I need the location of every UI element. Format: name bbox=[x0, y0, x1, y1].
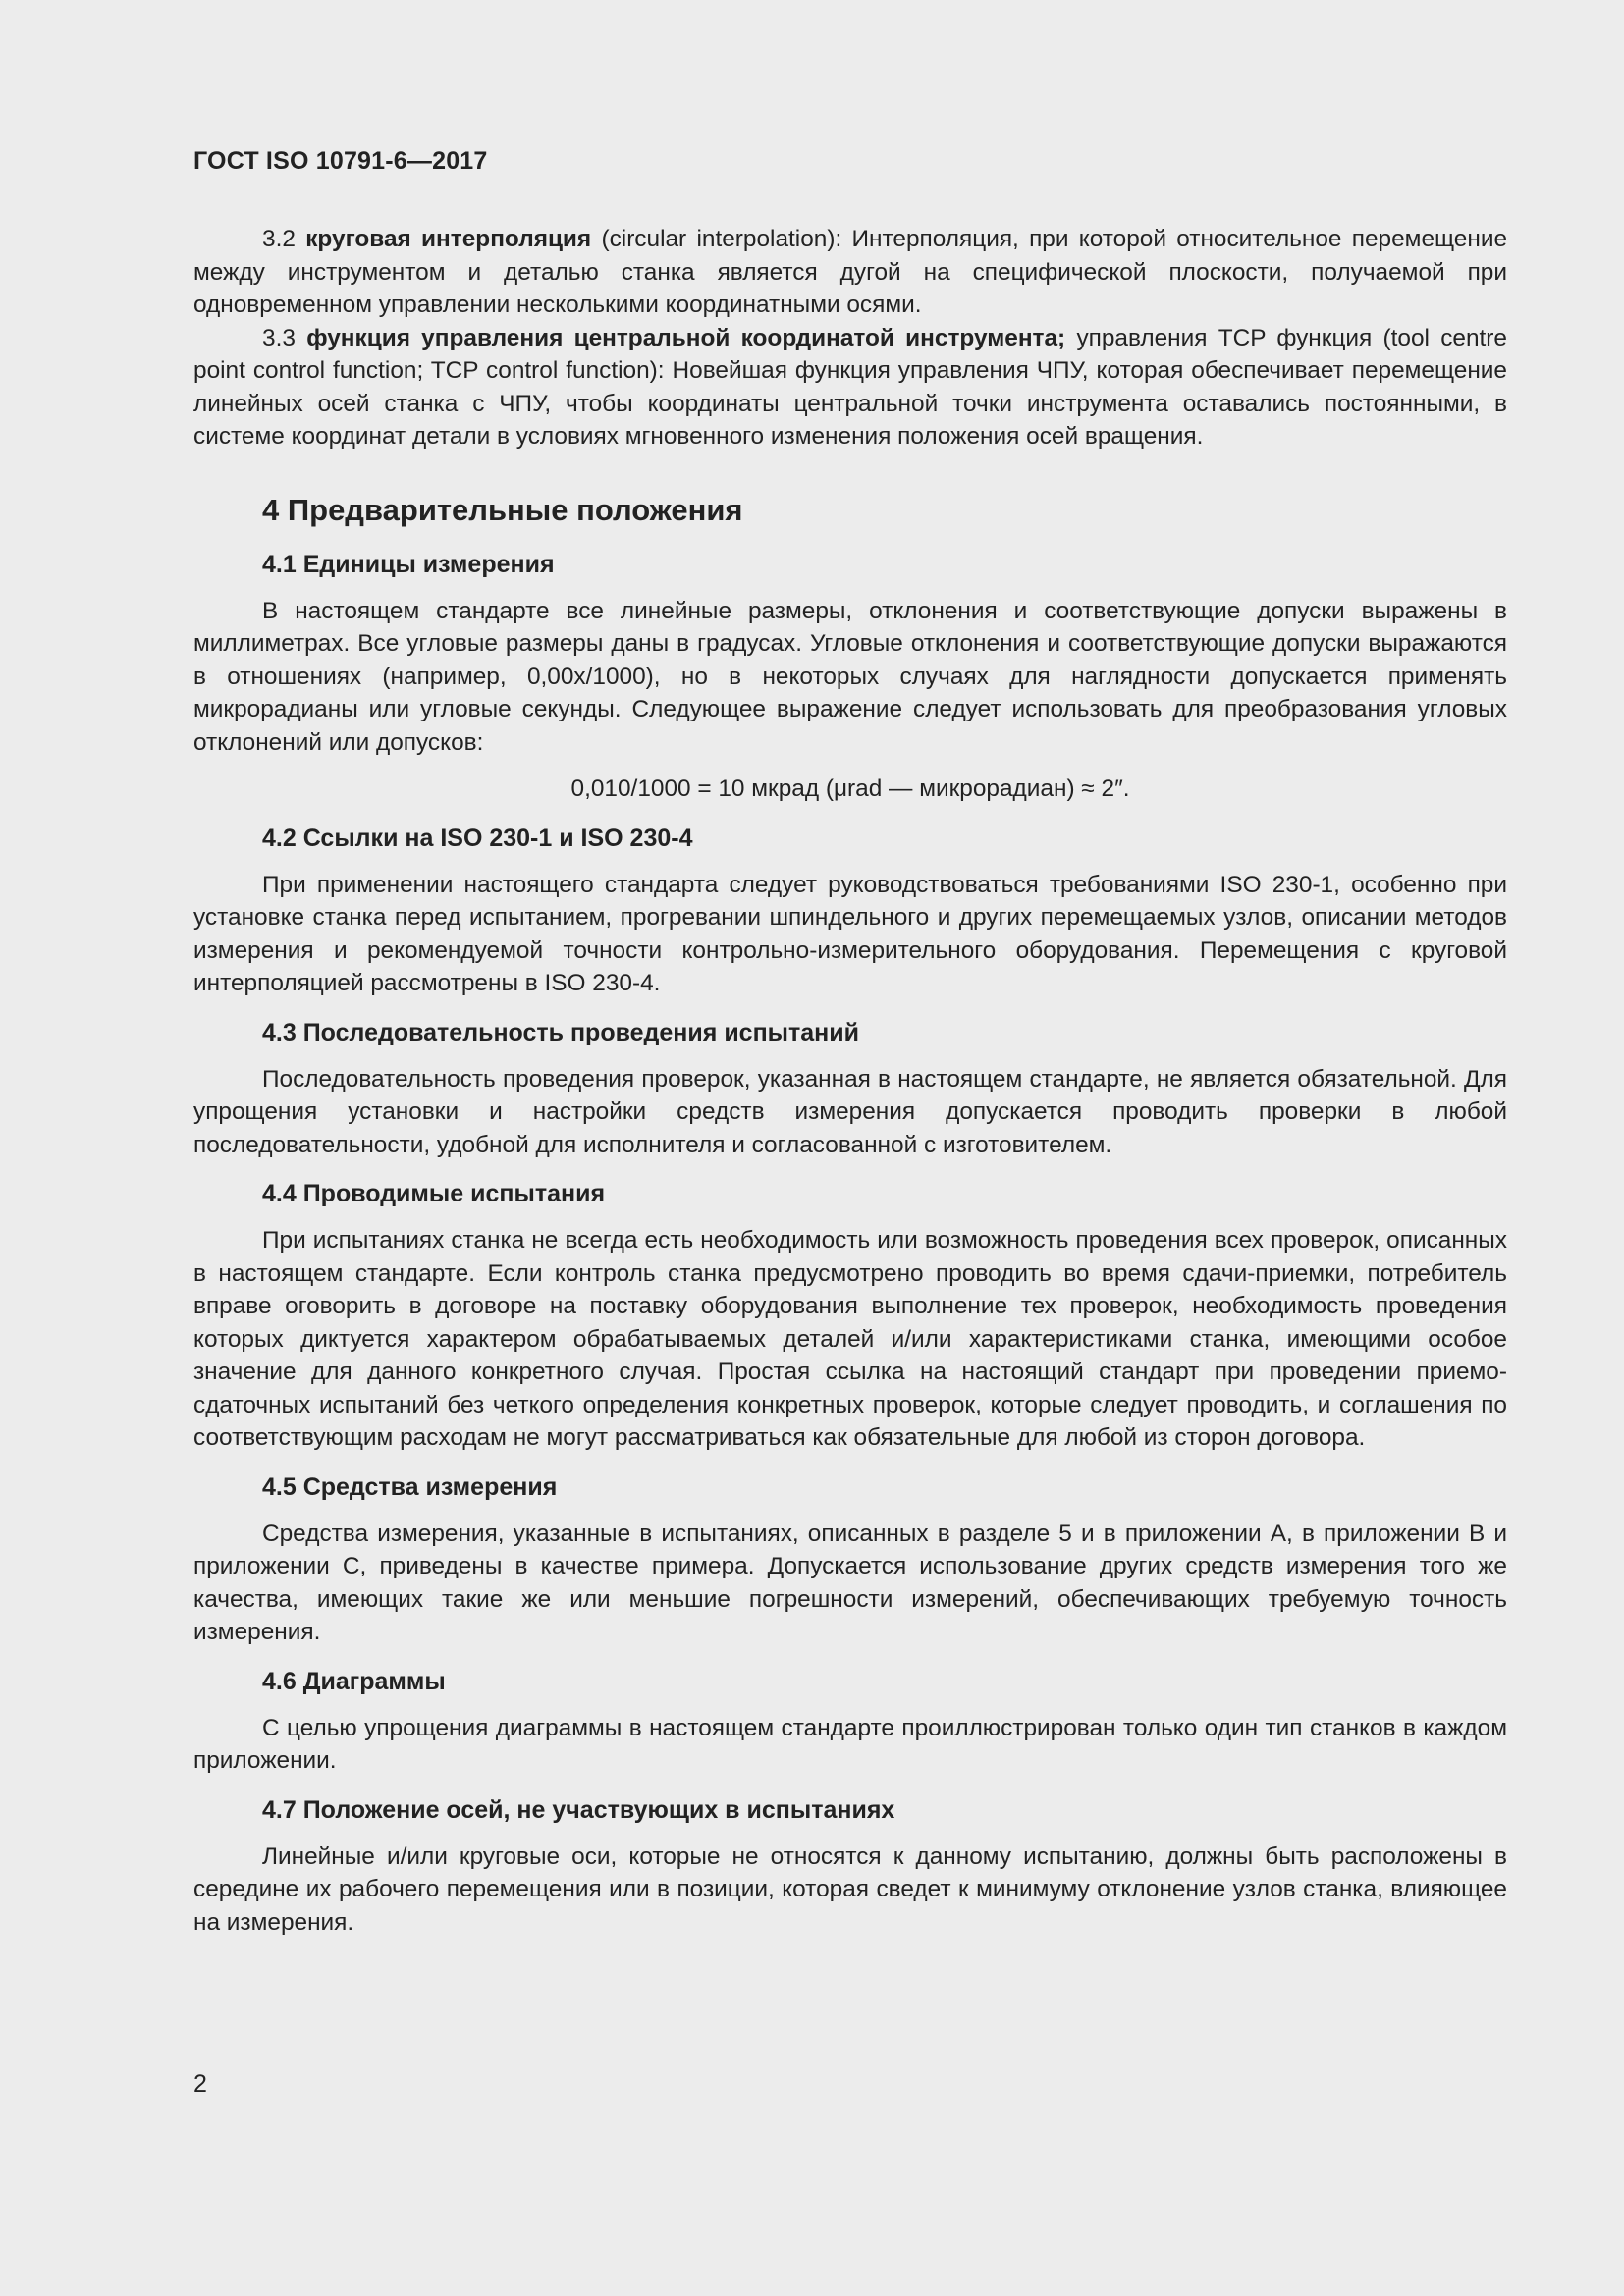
subsection-4-7-text: Линейные и/или круговые оси, которые не относятся к данному испытанию, должны быть расположены в середине их рабочего перемещения или в позиции, которая сведет к минимуму отклонение узлов станка, влияющее на измерения. bbox=[193, 1842, 1507, 1936]
definition-number: 3.3 bbox=[262, 324, 296, 351]
document-header: ГОСТ ISO 10791-6—2017 bbox=[193, 147, 488, 175]
subsection-4-7-title: 4.7 Положение осей, не участвующих в испытаниях bbox=[262, 1795, 895, 1824]
conversion-formula: 0,010/1000 = 10 мкрад (μrad — микрорадиан) ≈ 2″. bbox=[570, 775, 1130, 802]
subsection-4-3-text: Последовательность проведения проверок, указанная в настоящем стандарте, не является обязательной. Для упрощения установки и настройки средств измерения допускается проводить проверки в любой последовательности, удобной для исполнителя и согласованной с изготовителем. bbox=[193, 1065, 1507, 1158]
subsection-4-6-title: 4.6 Диаграммы bbox=[262, 1667, 446, 1695]
definition-number: 3.2 bbox=[262, 226, 296, 252]
definition-3-2 bbox=[193, 223, 1507, 322]
definition-term: круговая интерполяция bbox=[305, 226, 592, 252]
definition-text: управления TCP функция (tool centre point control function; TCP control function): Новейшая функция управления ЧПУ, которая обеспечивает перемещение линейных осей станка с ЧПУ, чтобы координаты центральной точки инструмента оставались постоянными, в системе координат детали в условиях мгновенного изменения положения осей вращения. bbox=[193, 324, 1507, 450]
subsection-4-4-title: 4.4 Проводимые испытания bbox=[262, 1180, 606, 1207]
subsection-4-4-text: При испытаниях станка не всегда есть необходимость или возможность проведения всех проверок, описанных в настоящем стандарте. Если контроль станка предусмотрено проводить во время сдачи-приемки, потребитель вправе оговорить в договоре на поставку оборудования выполнение тех проверок, необходимость проведения которых диктуется характером обрабатываемых деталей и/или характеристиками станка, имеющими особое значение для данного конкретного случая. Простая ссылка на настоящий стандарт при проведении приемо-сдаточных испытаний без четкого определения конкретных проверок, которые следует проводить, и соглашения по соответствующим расходам не могут рассматриваться как обязательные для любой из сторон договора. bbox=[193, 1227, 1507, 1451]
section-4-title: 4 Предварительные положения bbox=[262, 492, 743, 527]
definition-term: функция управления центральной координатой инструмента; bbox=[306, 324, 1066, 351]
subsection-4-3-title: 4.3 Последовательность проведения испытаний bbox=[262, 1018, 860, 1046]
subsection-4-2-title: 4.2 Ссылки на ISO 230-1 и ISO 230-4 bbox=[262, 824, 693, 852]
document-page bbox=[193, 147, 1507, 1939]
definition-3-3 bbox=[193, 322, 1507, 454]
subsection-4-5-title: 4.5 Средства измерения bbox=[262, 1472, 558, 1501]
definition-text: (circular interpolation): Интерполяция, при которой относительное перемещение между инструментом и деталью станка является дугой на специфической плоскости, получаемой при одновременном управлении несколькими координатными осями. bbox=[193, 226, 1508, 318]
subsection-4-2-text: При применении настоящего стандарта следует руководствоваться требованиями ISO 230-1, особенно при установке станка перед испытанием, прогревании шпиндельного и других перемещаемых узлов, описании методов измерения и рекомендуемой точности контрольно-измерительного оборудования. Перемещения с круговой интерполяцией рассмотрены в ISO 230-4. bbox=[193, 871, 1507, 996]
page-number: 2 bbox=[193, 2070, 207, 2098]
subsection-4-1-text: В настоящем стандарте все линейные размеры, отклонения и соответствующие допуски выражены в миллиметрах. Все угловые размеры даны в градусах. Угловые отклонения и соответствующие допуски выражаются в отношениях (например, 0,00х/1000), но в некоторых случаях для наглядности допускается применять микрорадианы или угловые секунды. Следующее выражение следует использовать для преобразования угловых отклонений или допусков: bbox=[193, 597, 1507, 756]
subsection-4-6-text: С целью упрощения диаграммы в настоящем стандарте проиллюстрирован только один тип станков в каждом приложении. bbox=[193, 1714, 1507, 1774]
subsection-4-1-title: 4.1 Единицы измерения bbox=[262, 550, 555, 578]
subsection-4-5-text: Средства измерения, указанные в испытаниях, описанных в разделе 5 и в приложении А, в приложении В и приложении С, приведены в качестве примера. Допускается использование других средств измерения того же качества, имеющих такие же или меньшие погрешности измерений, обеспечивающих требуемую точность измерения. bbox=[193, 1520, 1507, 1645]
